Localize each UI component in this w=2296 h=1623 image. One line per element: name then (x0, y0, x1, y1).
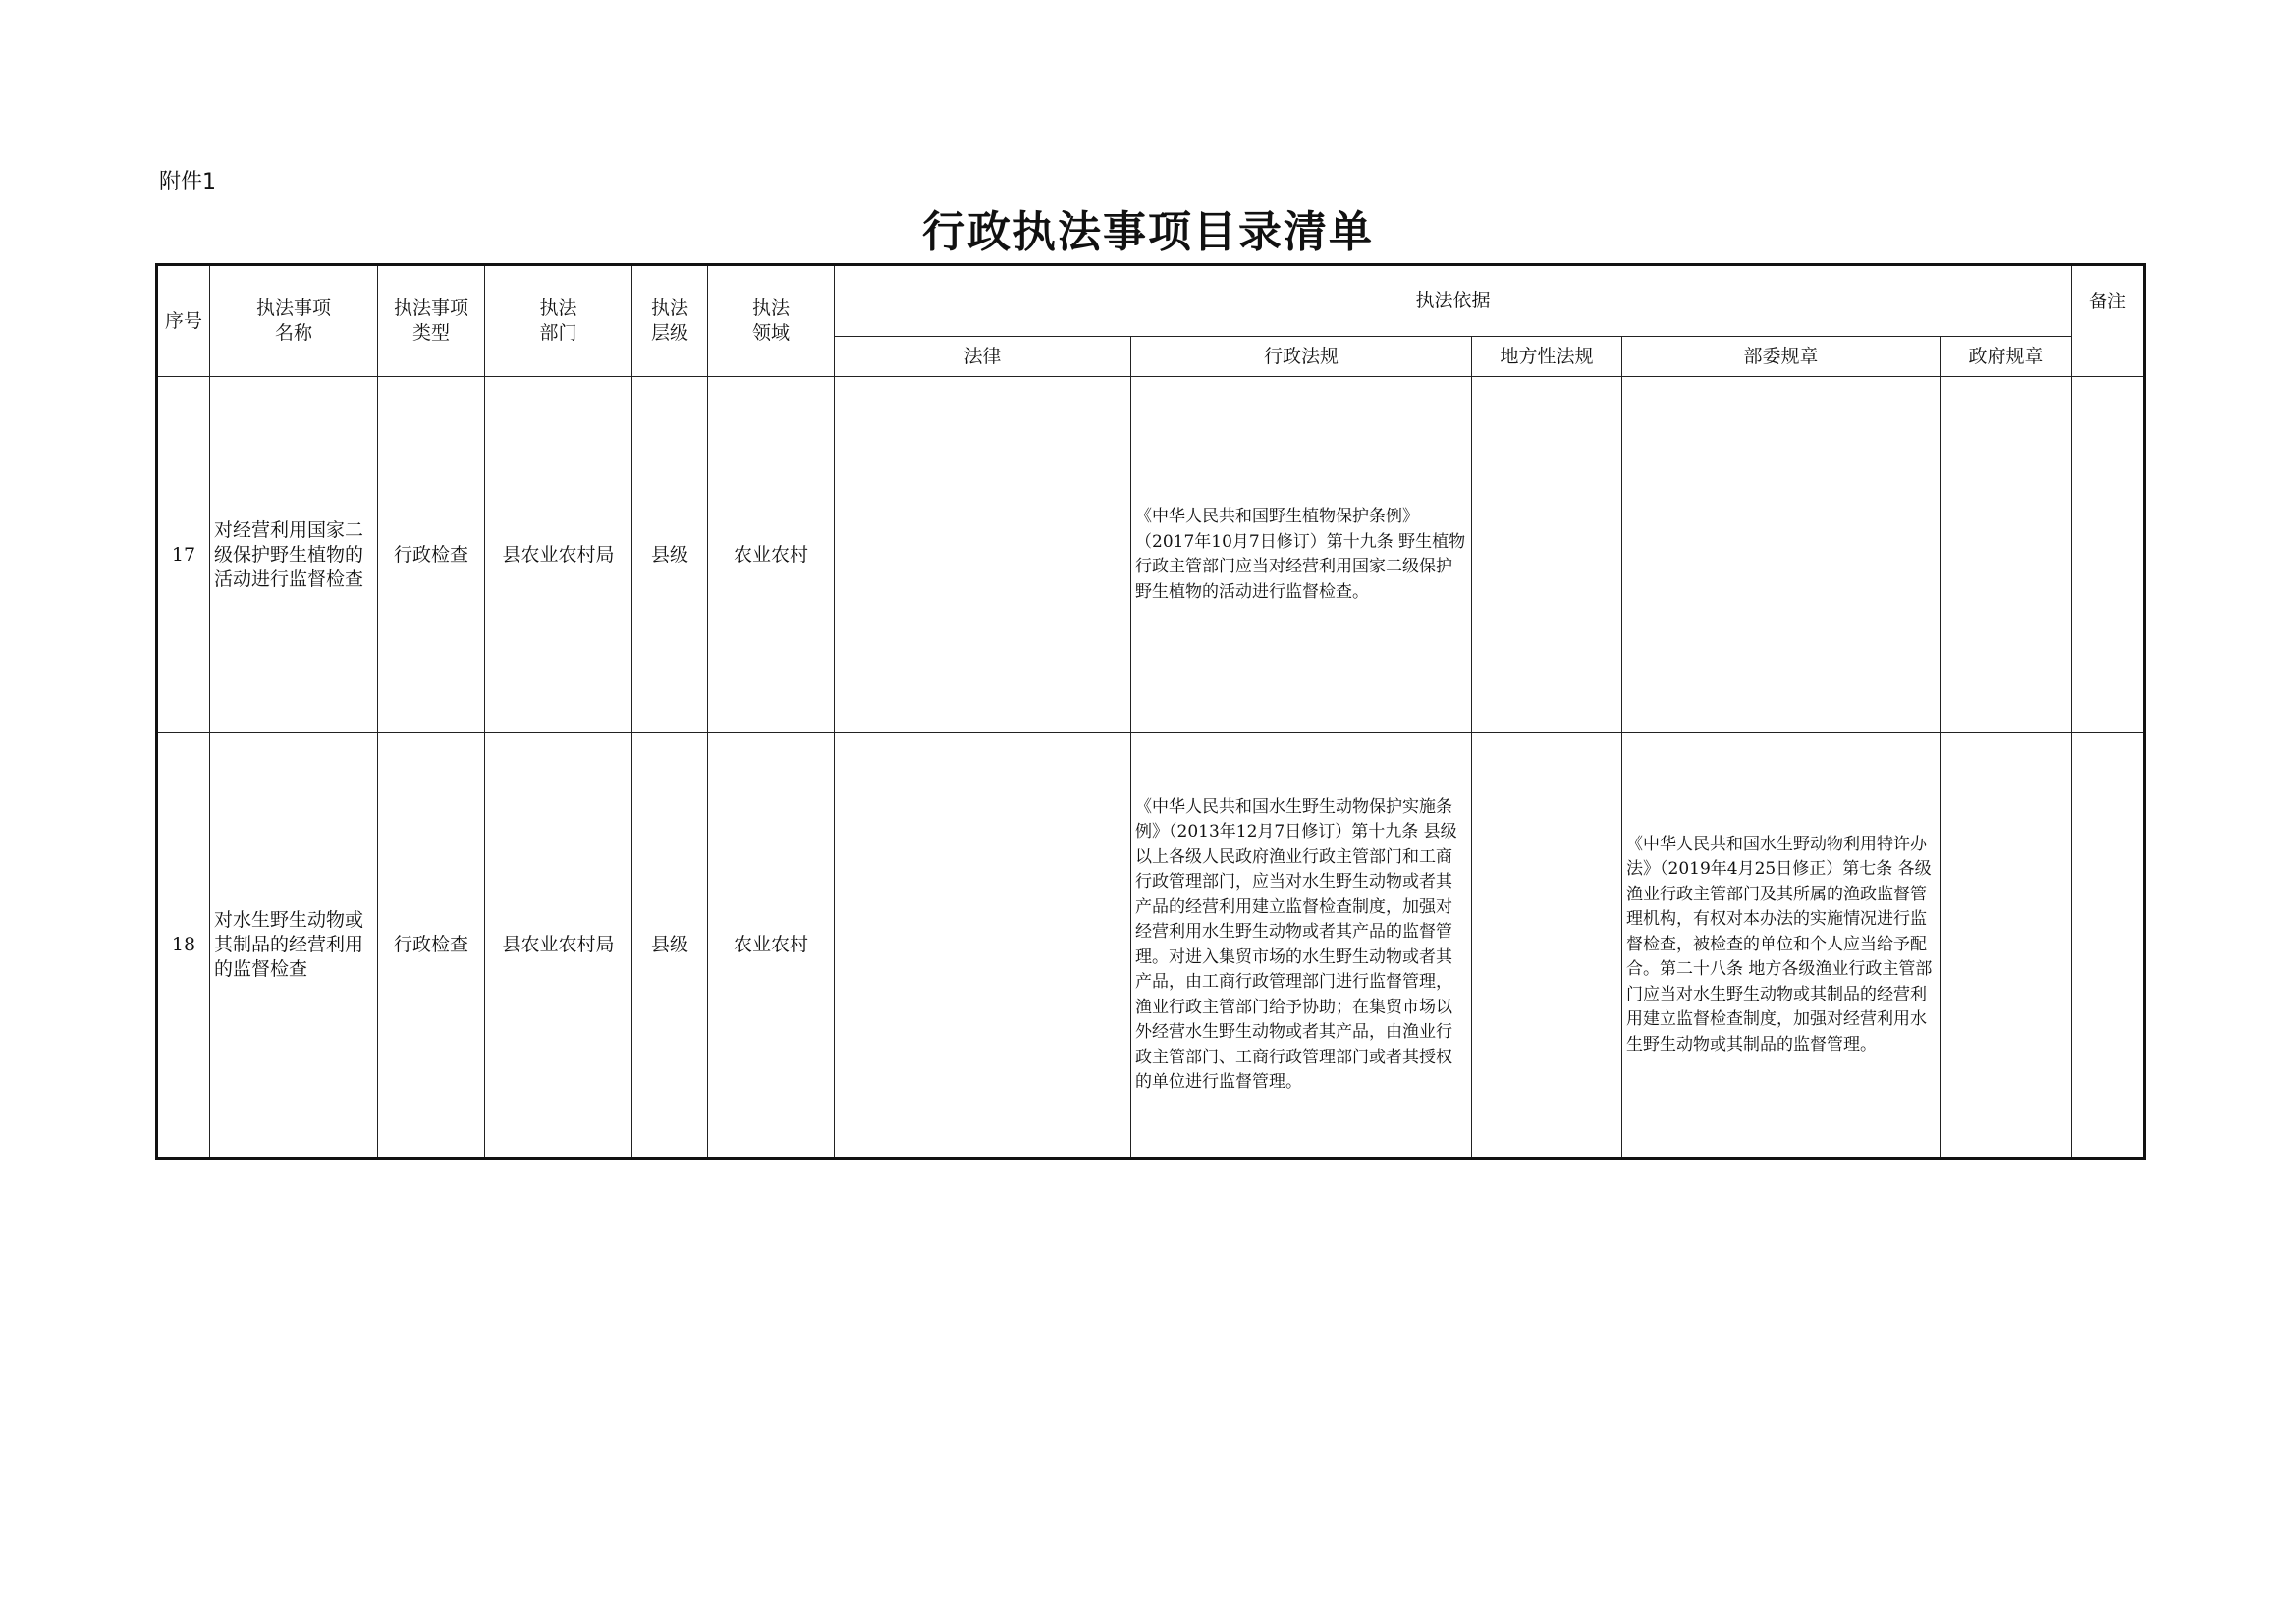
row-administrative-regulation: 《中华人民共和国野生植物保护条例》（2017年10月7日修订）第十九条 野生植物行政主管部门应当对经营利用国家二级保护野生植物的活动进行监督检查。 (1131, 377, 1472, 733)
row-seq: 18 (157, 733, 210, 1159)
header-basis: 执法依据 (835, 265, 2072, 337)
row-item-name: 对水生野生动物或其制品的经营利用的监督检查 (210, 733, 378, 1159)
row-field: 农业农村 (708, 377, 835, 733)
row-seq: 17 (157, 377, 210, 733)
row-field: 农业农村 (708, 733, 835, 1159)
row-department: 县农业农村局 (485, 733, 632, 1159)
row-note (2072, 733, 2145, 1159)
header-item-type-line1: 执法事项 (393, 298, 468, 319)
row-local-regulation (1472, 377, 1622, 733)
row-department: 县农业农村局 (485, 377, 632, 733)
header-department (485, 265, 632, 377)
row-government-rule (1941, 377, 2072, 733)
header-level-line1: 执法 (650, 298, 688, 319)
row-administrative-regulation: 《中华人民共和国水生野生动物保护实施条例》（2013年12月7日修订）第十九条 县级以上各级人民政府渔业行政主管部门和工商行政管理部门，应当对水生野生动物或者其产品的经营利用建立监督检查制度，加强对经营利用水生野生动物或者其产品的监督管理。对进入集贸市场的水生野生动物或者其产品，由工商行政管理部门进行监督管理，渔业行政主管部门给予协助；在集贸市场以外经营水生野生动物或者其产品，由渔业行政主管部门、工商行政管理部门或者其授权的单位进行监督管理。 (1131, 733, 1472, 1159)
attachment-label: 附件1 (159, 170, 216, 194)
table-row (157, 377, 2145, 733)
row-law (835, 733, 1131, 1159)
header-item-name-line1: 执法事项 (255, 298, 331, 319)
row-note (2072, 377, 2145, 733)
row-government-rule (1941, 733, 2072, 1159)
header-ministry-rule: 部委规章 (1622, 337, 1941, 377)
header-field-line2: 领域 (751, 322, 790, 344)
header-item-type-line2: 类型 (411, 322, 450, 344)
row-item-name: 对经营利用国家二级保护野生植物的活动进行监督检查 (210, 377, 378, 733)
row-local-regulation (1472, 733, 1622, 1159)
table-row (157, 733, 2145, 1159)
header-government-rule: 政府规章 (1941, 337, 2072, 377)
header-local-regulation: 地方性法规 (1472, 337, 1622, 377)
header-law: 法律 (835, 337, 1131, 377)
row-ministry-rule (1622, 377, 1941, 733)
header-level (632, 265, 708, 377)
header-seq: 序号 (157, 265, 210, 377)
header-level-line2: 层级 (650, 322, 688, 344)
row-law (835, 377, 1131, 733)
row-level: 县级 (632, 377, 708, 733)
header-item-name-line2: 名称 (274, 322, 312, 344)
header-item-name (210, 265, 378, 377)
header-department-line1: 执法 (539, 298, 577, 319)
header-note: 备注 (2072, 265, 2145, 377)
document-title: 行政执法事项目录清单 (922, 207, 1374, 257)
enforcement-catalog-table (155, 263, 2146, 1160)
row-ministry-rule: 《中华人民共和国水生野动物利用特许办法》（2019年4月25日修正）第七条 各级渔业行政主管部门及其所属的渔政监督管理机构，有权对本办法的实施情况进行监督检查，被检查的单位和个人应当给予配合。第二十八条 地方各级渔业行政主管部门应当对水生野生动物或其制品的经营利用建立监督检查制度，加强对经营利用水生野生动物或其制品的监督管理。 (1622, 733, 1941, 1159)
row-level: 县级 (632, 733, 708, 1159)
row-item-type: 行政检查 (378, 377, 485, 733)
header-field-line1: 执法 (751, 298, 790, 319)
header-administrative-regulation: 行政法规 (1131, 337, 1472, 377)
header-item-type (378, 265, 485, 377)
header-row (157, 265, 2145, 337)
header-department-line2: 部门 (539, 322, 577, 344)
row-item-type: 行政检查 (378, 733, 485, 1159)
header-field (708, 265, 835, 377)
